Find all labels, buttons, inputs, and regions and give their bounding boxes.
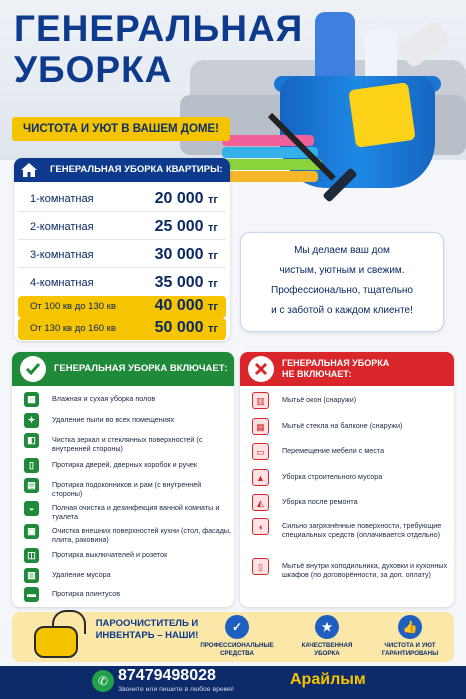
excluded-item-text: Уборка строительного мусора [282,472,383,481]
fridge-icon: ▯ [252,558,269,575]
floor-icon: ▦ [24,392,39,407]
thumbs-up-icon: 👍 [398,615,422,639]
badge-label: ЧИСТОТА И УЮТ ГАРАНТИРОВАНЫ [381,642,439,657]
included-item-text: Протирка выключателей и розеток [52,550,168,559]
spray-icon: ◖ [252,518,269,535]
badge-guarantee [373,615,447,657]
excluded-item-text: Мытьё окон (снаружи) [282,395,357,404]
info-line: чистым, уютным и свежим. [279,265,405,276]
house-icon [20,161,38,179]
steam-cleaner-illustration [30,608,88,660]
badge-label: ПРОФЕССИОНАЛЬНЫЕ СРЕДСТВА [200,642,274,657]
info-line: Профессионально, тщательно [271,285,413,296]
price-row-value: 40 000 тг [154,297,218,314]
cross-icon [248,356,274,382]
price-row-label: 2-комнатная [30,221,94,233]
price-header-text: ГЕНЕРАЛЬНАЯ УБОРКА КВАРТИРЫ: [50,164,223,175]
door-icon: ▯ [24,458,39,473]
price-row-value: 25 000 тг [154,218,218,235]
badge-quality [290,615,364,657]
excluded-header-line-1: ГЕНЕРАЛЬНАЯ УБОРКА [282,358,390,368]
price-row-label: От 100 кв до 130 кв [30,301,116,312]
excluded-header-line-2: НЕ ВКЛЮЧАЕТ: [282,369,352,379]
excluded-header [240,352,454,386]
price-row-label: 4-комнатная [30,277,94,289]
tagline-banner: ЧИСТОТА И УЮТ В ВАШЕМ ДОМЕ! [12,117,230,141]
bath-icon: ◒ [24,501,39,516]
included-item-text: Полная очистка и дезинфекция ванной комнаты и туалета [52,503,220,521]
trash-icon: ▥ [24,568,39,583]
price-row [18,189,226,212]
baseboard-icon: ▬ [24,587,39,602]
price-row [18,273,226,295]
phone-number[interactable]: 87479498028 [118,667,216,684]
phone-subtext: Звоните или пишите в любое время! [118,686,234,693]
price-header [14,158,230,182]
title-line-2: УБОРКА [14,49,173,90]
page-title [14,8,303,90]
check-icon [20,356,46,382]
phone-icon: ✆ [92,670,114,692]
price-row-value: 30 000 тг [154,246,218,263]
included-item-text: Протирка дверей, дверных коробок и ручек [52,460,198,469]
price-row-label: 3-комнатная [30,249,94,261]
construction-icon: ▲ [252,469,269,486]
dust-icon: ✦ [24,413,39,428]
title-line-1: ГЕНЕРАЛЬНАЯ [14,8,304,49]
info-line: и с заботой о каждом клиенте! [271,305,413,316]
brand-name: Арайлым [290,671,366,688]
included-item-text: Протирка подоконников и рам (с внутренней стороны) [52,480,202,498]
sofa-icon: ▭ [252,443,269,460]
towels-illustration [222,135,322,195]
excluded-item-text: Мытьё стекла на балконе (снаружи) [282,421,403,430]
steamer-text: ПАРООЧИСТИТЕЛЬ И ИНВЕНТАРЬ – НАШИ! [95,618,199,641]
window-outside-icon: ▥ [252,392,269,409]
switch-icon: ◫ [24,548,39,563]
included-item-text: Удаление пыли во всех помещениях [52,415,175,424]
window-icon: ▤ [24,478,39,493]
excluded-header-text [282,358,389,380]
shield-icon: ✓ [225,615,249,639]
mirror-icon: ◧ [24,433,39,448]
included-item-text: Очистка внешних поверхностей кухни (стол, фасады, плита, раковина) [52,526,232,544]
included-item-text: Протирка плинтусов [52,589,121,598]
excluded-item-text: Мытьё внутри холодильника, духовки и кухонных шкафов (по договорённости, за доп. оплату) [282,561,448,579]
included-item-text: Удаление мусора [52,570,111,579]
excluded-item-text: Перемещение мебели с места [282,446,385,455]
price-row-label: 1-комнатная [30,193,94,205]
footer-bar [0,666,466,699]
price-row [18,245,226,268]
renovation-icon: ◭ [252,494,269,511]
included-header [12,352,234,386]
star-icon: ★ [315,615,339,639]
badge-label: КАЧЕСТВЕННАЯ УБОРКА [301,642,353,657]
excluded-item-text: Сильно загрязнённые поверхности, требующие специальных средств (оплачивается отдельно) [282,521,442,539]
kitchen-icon: ▣ [24,524,39,539]
price-row [18,217,226,240]
price-row-highlight [18,318,226,340]
yellow-cloth-illustration [348,82,415,148]
included-item-text: Чистка зеркал и стеклянных поверхностей (с внутренней стороны) [52,435,203,453]
included-item-text: Влажная и сухая уборка полов [52,394,156,403]
price-row-value: 35 000 тг [154,274,218,291]
price-row-label: От 130 кв до 160 кв [30,323,116,334]
included-header-text: ГЕНЕРАЛЬНАЯ УБОРКА ВКЛЮЧАЕТ: [54,363,228,374]
info-box [240,232,444,332]
balcony-icon: ▦ [252,418,269,435]
price-row-highlight [18,296,226,318]
excluded-item-text: Уборка после ремонта [282,497,358,506]
info-line: Мы делаем ваш дом [294,245,390,256]
price-row-value: 20 000 тг [154,190,218,207]
price-row-value: 50 000 тг [154,319,218,336]
badge-professional [200,615,274,657]
